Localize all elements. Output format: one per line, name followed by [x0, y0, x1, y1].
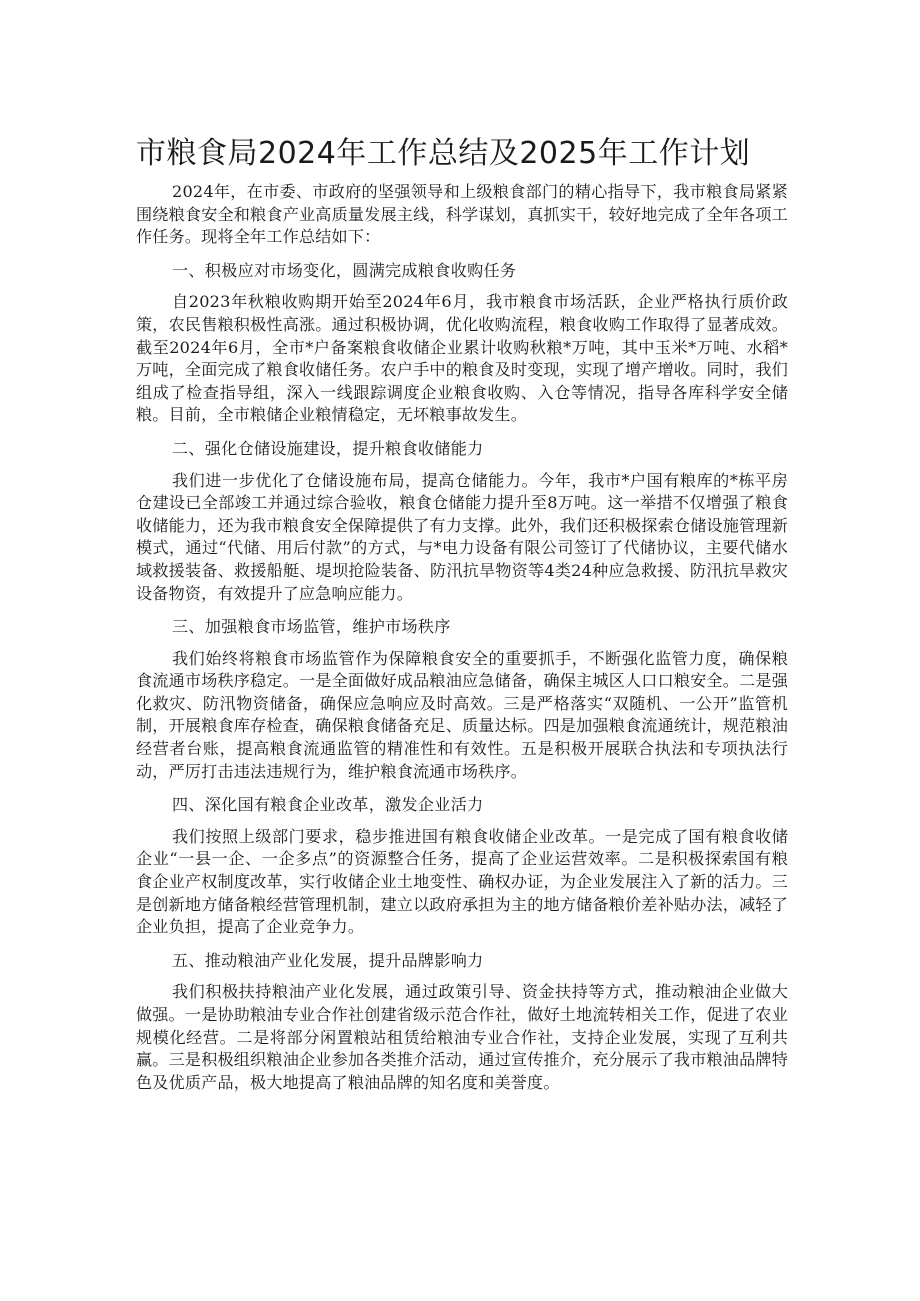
section-heading: 一、积极应对市场变化，圆满完成粮食收购任务 — [172, 260, 517, 280]
section-paragraph: 自2023年秋粮收购期开始至2024年6月，我市粮食市场活跃，企业严格执行质价政策，农民售粮积极性高涨。通过积极协调，优化收购流程，粮食收购工作取得了显著成效。截至2024年6月，全市*户备案粮食收储企业累计收购秋粮*万吨，其中玉米*万吨、水稻*万吨，全面完成了粮食收储任务。农户手中的粮食及时变现，实现了增产增收。同时，我们组成了检查指导组，深入一线跟踪调度企业粮食收购、入仓等情况，指导各库科学安全储粮。目前，全市粮储企业粮情稳定，无坏粮事故发生。 — [136, 292, 788, 425]
section-heading: 五、推动粮油产业化发展，提升品牌影响力 — [172, 950, 484, 970]
section-paragraph: 我们按照上级部门要求，稳步推进国有粮食收储企业改革。一是完成了国有粮食收储企业“一县一企、一企多点”的资源整合任务，提高了企业运营效率。二是积极探索国有粮食企业产权制度改革，实行收储企业土地变性、确权办证，为企业发展注入了新的活力。三是创新地方储备粮经营管理机制，建立以政府承担为主的地方储备粮价差补贴办法，减轻了企业负担，提高了企业竞争力。 — [136, 826, 788, 937]
document-title: 市粮食局2024年工作总结及2025年工作计划 — [136, 136, 751, 171]
intro-paragraph: 2024年，在市委、市政府的坚强领导和上级粮食部门的精心指导下，我市粮食局紧紧围绕粮食安全和粮食产业高质量发展主线，科学谋划，真抓实干，较好地完成了全年各项工作任务。现将全年工作总结如下： — [136, 182, 788, 247]
section-paragraph: 我们始终将粮食市场监管作为保障粮食安全的重要抓手，不断强化监管力度，确保粮食流通市场秩序稳定。一是全面做好成品粮油应急储备，确保主城区人口口粮安全。二是强化救灾、防汛物资储备，确保应急响应及时高效。三是严格落实“双随机、一公开”监管机制，开展粮食库存检查，确保粮食储备充足、质量达标。四是加强粮食流通统计，规范粮油经营者台账，提高粮食流通监管的精准性和有效性。五是积极开展联合执法和专项执法行动，严厉打击违法违规行为，维护粮食流通市场秩序。 — [136, 648, 788, 781]
section-heading: 三、加强粮食市场监管，维护市场秩序 — [172, 617, 451, 637]
document-body — [136, 181, 788, 1094]
section-heading: 二、强化仓储设施建设，提升粮食收储能力 — [172, 438, 484, 458]
section-heading: 四、深化国有粮食企业改革，激发企业活力 — [172, 795, 484, 815]
section-paragraph: 我们进一步优化了仓储设施布局，提高仓储能力。今年，我市*户国有粮库的*栋平房仓建设已全部竣工并通过综合验收，粮食仓储能力提升至8万吨。这一举措不仅增强了粮食收储能力，还为我市粮食安全保障提供了有力支撑。此外，我们还积极探索仓储设施管理新模式，通过“代储、用后付款”的方式，与*电力设备有限公司签订了代储协议，主要代储水域救援装备、救援船艇、堤坝抢险装备、防汛抗旱物资等4类24种应急救援、防汛抗旱救灾设备物资，有效提升了应急响应能力。 — [136, 470, 788, 603]
section-paragraph: 我们积极扶持粮油产业化发展，通过政策引导、资金扶持等方式，推动粮油企业做大做强。一是协助粮油专业合作社创建省级示范合作社，做好土地流转相关工作，促进了农业规模化经营。二是将部分闲置粮站租赁给粮油专业合作社，支持企业发展，实现了互利共赢。三是积极组织粮油企业参加各类推介活动，通过宣传推介，充分展示了我市粮油品牌特色及优质产品，极大地提高了粮油品牌的知名度和美誉度。 — [136, 982, 788, 1092]
